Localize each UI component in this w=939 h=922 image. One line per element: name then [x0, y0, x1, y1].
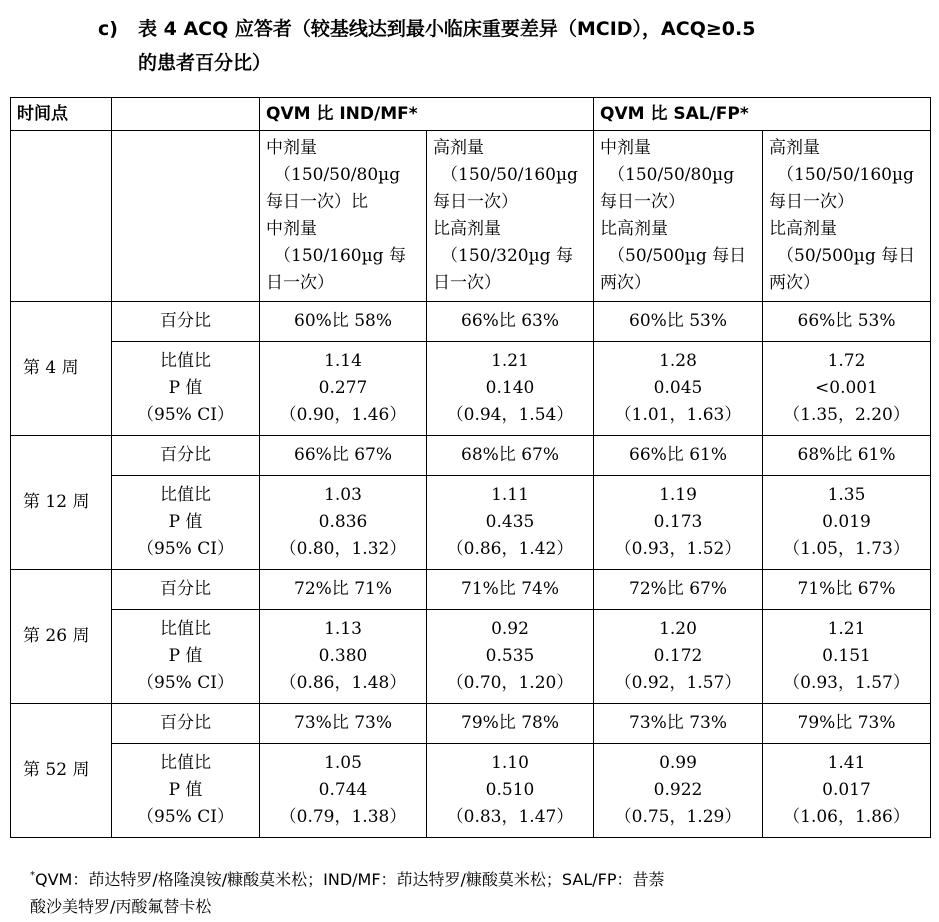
dose-b-frequency: 日一次）	[266, 273, 334, 293]
p-value: 0.380	[318, 646, 368, 666]
percent-value: 68%比 67%	[427, 436, 594, 476]
subheader-cell	[763, 131, 931, 302]
ci-value: （0.86，1.42）	[446, 539, 574, 559]
odds-ratio-value: 1.28	[659, 351, 697, 371]
dose-a-frequency: 每日一次）	[433, 192, 518, 212]
metric-label-percent: 百分比	[112, 570, 260, 610]
metric-labels-cell	[112, 744, 260, 838]
period-label: 第 52 周	[11, 704, 112, 838]
percent-row	[11, 436, 931, 476]
percent-value: 66%比 53%	[763, 302, 931, 342]
dose-a-name: 高剂量	[433, 138, 484, 158]
metric-labels-cell	[112, 610, 260, 704]
odds-ratio-value: 1.20	[659, 619, 697, 639]
metric-label-ci: （95% CI）	[137, 405, 234, 425]
dose-b-name: 比高剂量	[600, 219, 668, 239]
ratio-cell	[260, 342, 427, 436]
metric-label-p: P 值	[168, 512, 203, 532]
odds-ratio-value: 1.72	[827, 351, 866, 371]
p-value: 0.172	[653, 646, 703, 666]
ci-value: （0.92，1.57）	[614, 673, 742, 693]
metric-label-p: P 值	[168, 378, 203, 398]
percent-value: 73%比 73%	[260, 704, 427, 744]
dose-a-name: 高剂量	[769, 138, 820, 158]
percent-value: 79%比 73%	[763, 704, 931, 744]
percent-row	[11, 302, 931, 342]
subheader-cell	[594, 131, 763, 302]
metric-label-ratio: 比值比	[160, 619, 211, 639]
odds-ratio-value: 1.13	[324, 619, 362, 639]
metric-label-percent: 百分比	[112, 302, 260, 342]
percent-value: 71%比 67%	[763, 570, 931, 610]
ratio-cell	[260, 476, 427, 570]
ratio-cell	[427, 610, 594, 704]
dose-a-amount: （150/50/160µg	[777, 165, 914, 185]
p-value: 0.173	[653, 512, 703, 532]
section-label: c)	[98, 18, 118, 40]
dose-a-name: 中剂量	[266, 138, 317, 158]
ci-value: （0.93，1.57）	[783, 673, 910, 693]
ci-value: （0.94，1.54）	[446, 405, 574, 425]
percent-value: 66%比 63%	[427, 302, 594, 342]
dose-a-frequency: 每日一次）	[769, 192, 854, 212]
ci-value: （1.35，2.20）	[783, 405, 910, 425]
odds-ratio-value: 1.21	[491, 351, 529, 371]
odds-ratio-value: 0.92	[491, 619, 529, 639]
percent-value: 60%比 53%	[594, 302, 763, 342]
percent-row	[11, 704, 931, 744]
metric-labels-cell	[112, 476, 260, 570]
p-value: <0.001	[815, 378, 878, 398]
p-value: 0.922	[653, 780, 703, 800]
odds-ratio-value: 0.99	[659, 753, 697, 773]
p-value: 0.140	[485, 378, 535, 398]
odds-ratio-value: 1.05	[324, 753, 362, 773]
table-title	[98, 12, 918, 80]
p-value: 0.277	[318, 378, 368, 398]
footnote-mark: *	[30, 870, 35, 881]
p-value: 0.535	[485, 646, 535, 666]
percent-value: 72%比 67%	[594, 570, 763, 610]
metric-label-p: P 值	[168, 780, 203, 800]
metric-label-p: P 值	[168, 646, 203, 666]
odds-ratio-value: 1.35	[827, 485, 866, 505]
ratio-row	[11, 342, 931, 436]
ratio-cell	[594, 610, 763, 704]
dose-b-name: 中剂量	[266, 219, 317, 239]
ci-value: （0.75，1.29）	[614, 807, 742, 827]
dose-b-frequency: 两次）	[600, 273, 651, 293]
ratio-cell	[763, 476, 931, 570]
ci-value: （0.70，1.20）	[446, 673, 574, 693]
odds-ratio-value: 1.21	[827, 619, 866, 639]
dose-a-frequency: 每日一次）比	[266, 192, 368, 212]
odds-ratio-value: 1.11	[491, 485, 529, 505]
dose-a-frequency: 每日一次）	[600, 192, 685, 212]
ratio-cell	[763, 342, 931, 436]
ratio-cell	[260, 610, 427, 704]
dose-a-amount: （150/50/80µg	[608, 165, 735, 185]
percent-value: 72%比 71%	[260, 570, 427, 610]
subheader-row	[11, 131, 931, 302]
subheader-blank-2	[112, 131, 260, 302]
dose-a-name: 中剂量	[600, 138, 651, 158]
percent-value: 66%比 61%	[594, 436, 763, 476]
odds-ratio-value: 1.10	[491, 753, 529, 773]
period-label: 第 4 周	[11, 302, 112, 436]
dose-b-amount: （150/160µg 每	[274, 246, 406, 266]
metric-label-ci: （95% CI）	[137, 807, 234, 827]
p-value: 0.836	[318, 512, 368, 532]
ci-value: （0.90，1.46）	[279, 405, 407, 425]
dose-b-amount: （50/500µg 每日	[777, 246, 916, 266]
header-row	[11, 98, 931, 131]
metric-labels-cell	[112, 342, 260, 436]
subheader-cell	[427, 131, 594, 302]
metric-label-ci: （95% CI）	[137, 673, 234, 693]
ratio-cell	[594, 342, 763, 436]
ratio-cell	[427, 744, 594, 838]
acq-responder-table	[10, 97, 931, 838]
percent-value: 60%比 58%	[260, 302, 427, 342]
ci-value: （0.79，1.38）	[279, 807, 407, 827]
percent-value: 79%比 78%	[427, 704, 594, 744]
p-value: 0.019	[822, 512, 871, 532]
ratio-cell	[594, 476, 763, 570]
subheader-cell	[260, 131, 427, 302]
ratio-row	[11, 476, 931, 570]
odds-ratio-value: 1.14	[324, 351, 362, 371]
ratio-cell	[594, 744, 763, 838]
ci-value: （0.93，1.52）	[614, 539, 742, 559]
ci-value: （0.83，1.47）	[446, 807, 574, 827]
footnote-line-1: QVM：茚达特罗/格隆溴铵/糠酸莫米松；IND/MF：茚达特罗/糠酸莫米松；SAL/FP：昔萘	[35, 870, 665, 889]
ci-value: （1.01，1.63）	[614, 405, 742, 425]
ratio-row	[11, 610, 931, 704]
ratio-cell	[427, 476, 594, 570]
metric-label-percent: 百分比	[112, 704, 260, 744]
period-label: 第 26 周	[11, 570, 112, 704]
ci-value: （0.86，1.48）	[279, 673, 407, 693]
dose-b-name: 比高剂量	[769, 219, 837, 239]
percent-row	[11, 570, 931, 610]
percent-value: 68%比 61%	[763, 436, 931, 476]
header-time-point: 时间点	[11, 98, 112, 131]
subheader-blank-1	[11, 131, 112, 302]
dose-b-name: 比高剂量	[433, 219, 501, 239]
dose-a-amount: （150/50/160µg	[441, 165, 578, 185]
odds-ratio-value: 1.19	[659, 485, 697, 505]
metric-label-ratio: 比值比	[160, 351, 211, 371]
ratio-cell	[763, 610, 931, 704]
p-value: 0.435	[485, 512, 535, 532]
dose-b-frequency: 两次）	[769, 273, 820, 293]
title-line-1: 表 4 ACQ 应答者（较基线达到最小临床重要差异（MCID），ACQ≥0.5	[138, 18, 756, 40]
footnote	[30, 862, 910, 920]
metric-label-ratio: 比值比	[160, 485, 211, 505]
ci-value: （1.05，1.73）	[783, 539, 910, 559]
dose-b-frequency: 日一次）	[433, 273, 501, 293]
header-group-sal-fp: QVM 比 SAL/FP*	[594, 98, 931, 131]
percent-value: 73%比 73%	[594, 704, 763, 744]
footnote-line-2: 酸沙美特罗/丙酸氟替卡松	[30, 897, 212, 916]
metric-label-ratio: 比值比	[160, 753, 211, 773]
ratio-cell	[763, 744, 931, 838]
ratio-cell	[260, 744, 427, 838]
odds-ratio-value: 1.03	[324, 485, 362, 505]
ci-value: （0.80，1.32）	[279, 539, 407, 559]
p-value: 0.510	[485, 780, 535, 800]
period-label: 第 12 周	[11, 436, 112, 570]
dose-b-amount: （150/320µg 每	[441, 246, 573, 266]
percent-value: 71%比 74%	[427, 570, 594, 610]
percent-value: 66%比 67%	[260, 436, 427, 476]
metric-label-percent: 百分比	[112, 436, 260, 476]
p-value: 0.045	[653, 378, 703, 398]
title-line-2: 的患者百分比）	[138, 52, 272, 74]
metric-label-ci: （95% CI）	[137, 539, 234, 559]
ratio-row	[11, 744, 931, 838]
dose-a-amount: （150/50/80µg	[274, 165, 401, 185]
p-value: 0.744	[318, 780, 368, 800]
dose-b-amount: （50/500µg 每日	[608, 246, 747, 266]
header-group-ind-mf: QVM 比 IND/MF*	[260, 98, 594, 131]
header-blank	[112, 98, 260, 131]
p-value: 0.017	[822, 780, 871, 800]
odds-ratio-value: 1.41	[827, 753, 866, 773]
ratio-cell	[427, 342, 594, 436]
p-value: 0.151	[822, 646, 871, 666]
ci-value: （1.06，1.86）	[783, 807, 910, 827]
